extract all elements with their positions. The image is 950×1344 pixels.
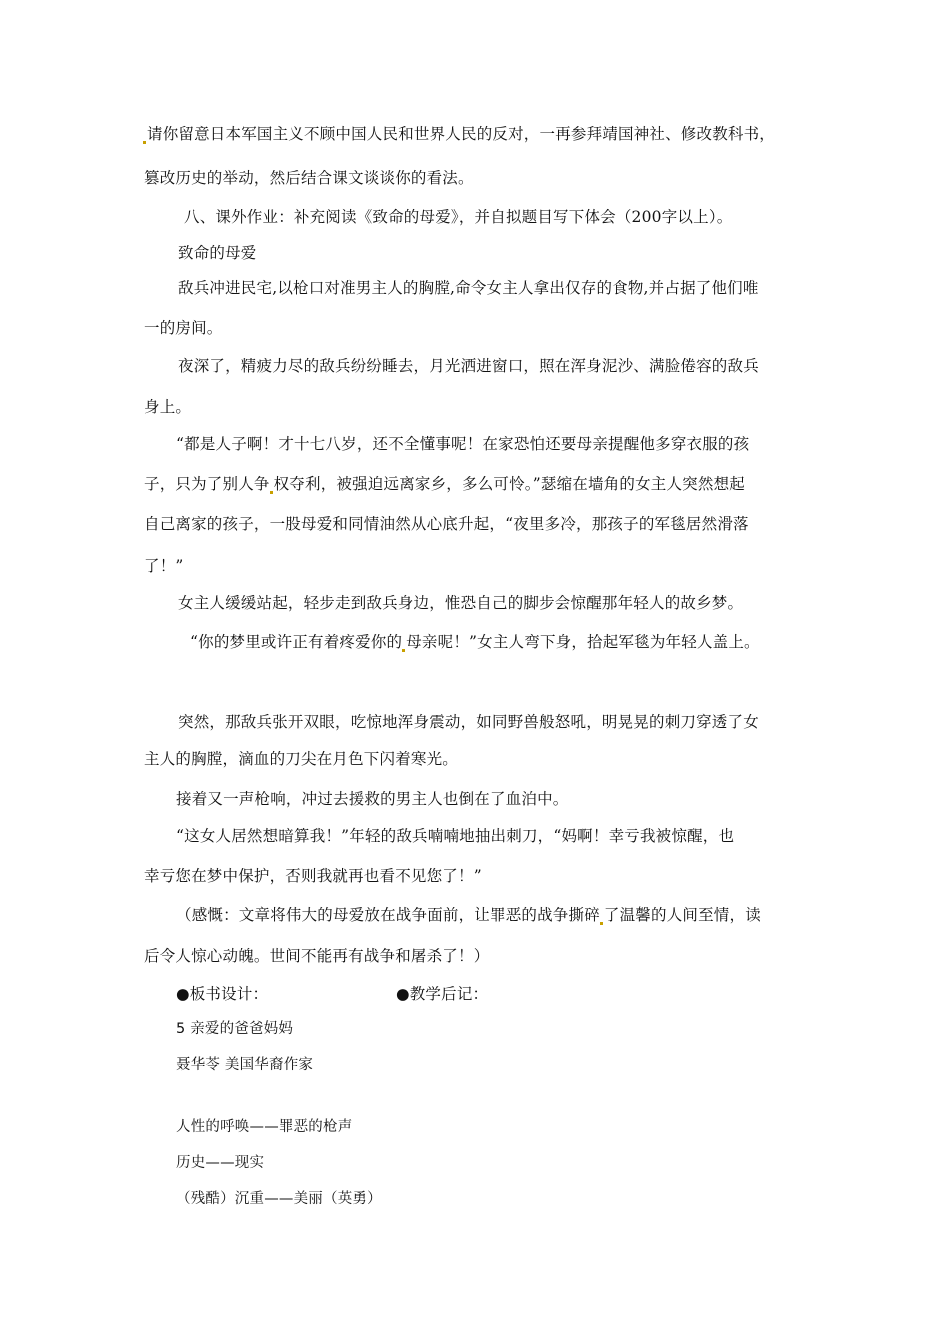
paragraph-line: 自己离家的孩子，一股母爱和同情油然从心底升起，“夜里多冷，那孩子的军毯居然滑落	[144, 515, 749, 533]
paragraph-line: “你的梦里或许正有着疼爱你的 母亲呢！”女主人弯下身，拾起军毯为年轻人盖上。	[190, 633, 760, 651]
paragraph-line: 夜深了，精疲力尽的敌兵纷纷睡去，月光洒进窗口，照在浑身泥沙、满脸倦容的敌兵	[178, 357, 759, 375]
paragraph-line: 请你留意日本军国主义不顾中国人民和世界人民的反对，一再参拜靖国神社、修改教科书，	[143, 124, 775, 144]
paragraph-line: 女主人缓缓站起，轻步走到敌兵身边，惟恐自己的脚步会惊醒那年轻人的故乡梦。	[178, 594, 744, 612]
teaching-notes-label: ●教学后记：	[396, 985, 489, 1003]
paragraph-line: 主人的胸膛，滴血的刀尖在月色下闪着寒光。	[144, 750, 459, 768]
paragraph-line: 身上。	[144, 398, 192, 416]
paragraph-line: 了！”	[144, 557, 184, 575]
assignment-heading: 八、课外作业：补充阅读《致命的母爱》，并自拟题目写下体会（200字以上）。	[184, 208, 733, 226]
paragraph-line: 篡改历史的举动，然后结合课文谈谈你的看法。	[144, 169, 474, 187]
paragraph-line: “这女人居然想暗算我！”年轻的敌兵喃喃地抽出刺刀，“妈啊！幸亏我被惊醒，也	[176, 827, 735, 845]
paragraph-line: “都是人子啊！才十七八岁，还不全懂事呢！在家恐怕还要母亲提醒他多穿衣服的孩	[176, 435, 750, 453]
board-point: 人性的呼唤——罪恶的枪声	[176, 1119, 353, 1135]
comment-line: （感慨：文章将伟大的母爱放在战争面前，让罪恶的战争撕碎 了温馨的人间至情，读	[176, 906, 761, 924]
edit-mark	[143, 141, 146, 144]
paragraph-line: 接着又一声枪响，冲过去援救的男主人也倒在了血泊中。	[176, 790, 569, 808]
board-point: （残酷）沉重——美丽（英勇）	[176, 1191, 382, 1207]
paragraph-line: 突然，那敌兵张开双眼，吃惊地浑身震动，如同野兽般怒吼，明晃晃的刺刀穿透了女	[178, 713, 759, 731]
edit-mark	[270, 491, 273, 494]
paragraph-line: 敌兵冲进民宅,以枪口对准男主人的胸膛,命令女主人拿出仅存的食物,并占据了他们唯	[178, 279, 759, 297]
comment-line: 后令人惊心动魄。世间不能再有战争和屠杀了！）	[144, 947, 490, 965]
board-lesson-title: 5 亲爱的爸爸妈妈	[176, 1021, 294, 1037]
reading-title: 致命的母爱	[178, 244, 257, 262]
paragraph-line: 子，只为了别人争 权夺利，被强迫远离家乡，多么可怜。”瑟缩在墙角的女主人突然想起	[144, 475, 745, 493]
board-author: 聂华苓 美国华裔作家	[176, 1057, 314, 1073]
paragraph-line: 一的房间。	[144, 319, 223, 337]
paragraph-line: 幸亏您在梦中保护，否则我就再也看不见您了！”	[144, 867, 482, 885]
edit-mark	[402, 649, 405, 652]
board-design-label: ●板书设计：	[176, 985, 269, 1003]
edit-mark	[600, 922, 603, 925]
board-point: 历史——现实	[176, 1155, 265, 1171]
